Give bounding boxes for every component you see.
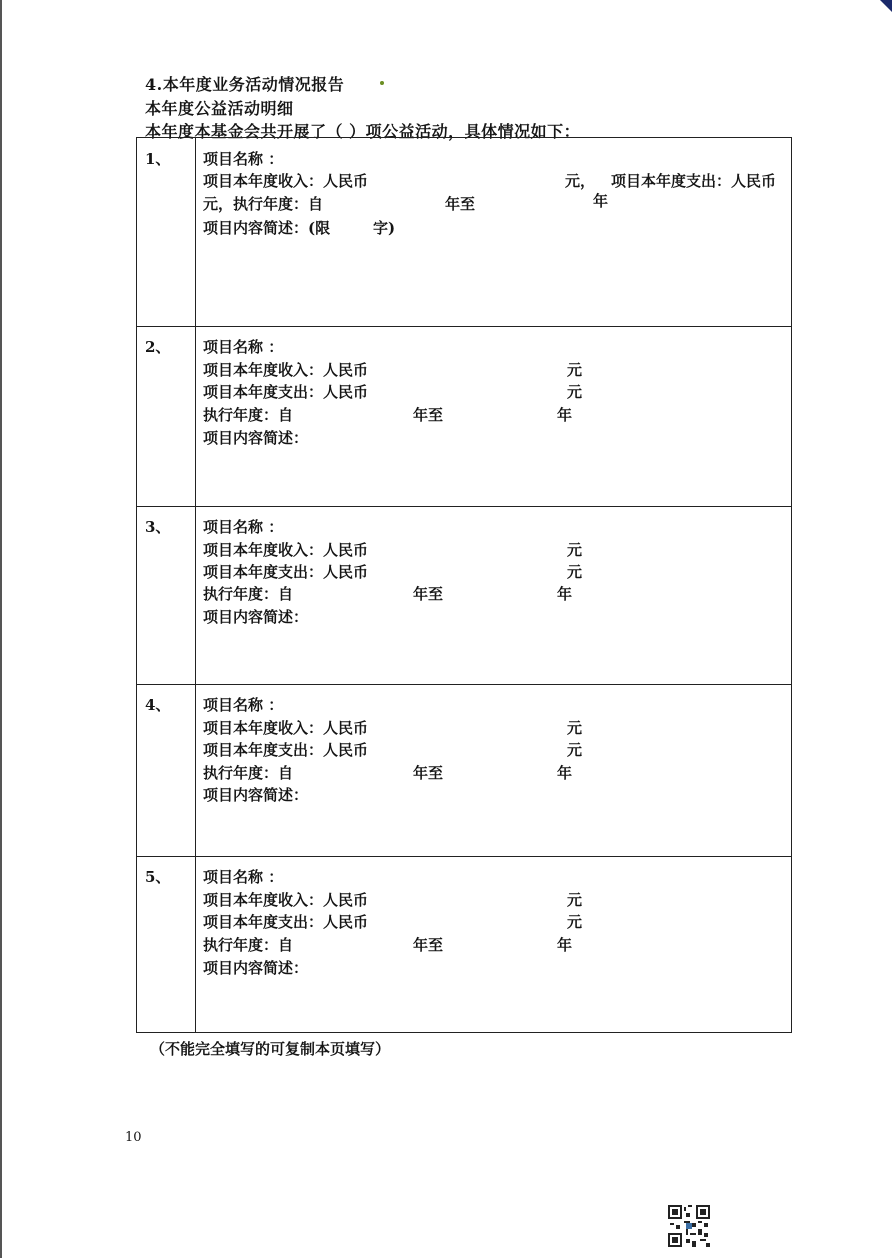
income-yuan: 元 [567,361,583,379]
description-label: 项目内容简述： [203,608,309,626]
income-label: 项目本年度收入：人民币 [203,361,369,379]
year-end: 年 [557,406,573,424]
expense-label: 项目本年度支出：人民币 [203,563,369,581]
description-label: 项目内容简述：(限 [203,219,331,237]
income-label: 项目本年度收入：人民币 [203,541,369,559]
row-number: 4、 [145,696,171,714]
description-label: 项目内容简述： [203,786,309,804]
row-number: 2、 [145,338,171,356]
expense-label: 项目本年度支出：人民币 [203,741,369,759]
project-name-label: 项目名称 ： [203,868,284,886]
income-label: 项目本年度收入：人民币 [203,719,369,737]
year-end: 年 [557,585,573,603]
year-to: 年至 [413,585,444,603]
project-name-label: 项目名称 ： [203,696,284,714]
project-name-label: 项目名称 ： [203,338,284,356]
section-heading: 4.本年度业务活动情况报告 [145,75,345,94]
table-row [137,506,791,684]
row-number: 1、 [145,150,171,168]
expense-label: 项目本年度支出：人民币 [203,383,369,401]
row-number: 3、 [145,518,171,536]
table-row [137,326,791,506]
expense-yuan: 元 [567,563,583,581]
table-row [137,684,791,856]
description-label: 项目内容简述： [203,959,309,977]
corner-mark [880,0,892,12]
income-yuan: 元， [565,172,596,190]
year-end: 年 [557,936,573,954]
expense-yuan: 元 [567,913,583,931]
year-end: 年 [593,192,609,210]
qr-code-icon [668,1205,710,1247]
year-to: 年至 [413,936,444,954]
description-char-limit: 字) [373,219,396,237]
subsection-heading: 本年度公益活动明细 [145,99,294,118]
year-to: 年至 [413,764,444,782]
project-name-label: 项目名称 ： [203,518,284,536]
period-label: 执行年度：自 [203,936,294,954]
page-edge [0,0,2,1258]
table-row [137,856,791,1034]
income-yuan: 元 [567,541,583,559]
year-to: 年至 [445,195,476,213]
year-to: 年至 [413,406,444,424]
income-yuan: 元 [567,891,583,909]
expense-yuan: 元 [567,383,583,401]
activity-table [136,137,792,1033]
expense-yuan: 元 [567,741,583,759]
income-label: 项目本年度收入：人民币 [203,172,369,190]
period-label: 元，执行年度：自 [203,195,324,213]
period-label: 执行年度：自 [203,406,294,424]
copy-note: （不能完全填写的可复制本页填写） [150,1040,391,1058]
stray-mark [380,81,384,85]
activity-count-line: 本年度本基金会共开展了（ ）项公益活动，具体情况如下： [145,122,581,141]
expense-label: 项目本年度支出：人民币 [203,913,369,931]
table-row [137,138,791,326]
description-label: 项目内容简述： [203,429,309,447]
income-label: 项目本年度收入：人民币 [203,891,369,909]
expense-label: 项目本年度支出：人民币 [611,172,777,190]
row-number: 5、 [145,868,171,886]
project-name-label: 项目名称 ： [203,150,284,168]
period-label: 执行年度：自 [203,585,294,603]
year-end: 年 [557,764,573,782]
income-yuan: 元 [567,719,583,737]
period-label: 执行年度：自 [203,764,294,782]
page-number: 10 [125,1130,142,1145]
